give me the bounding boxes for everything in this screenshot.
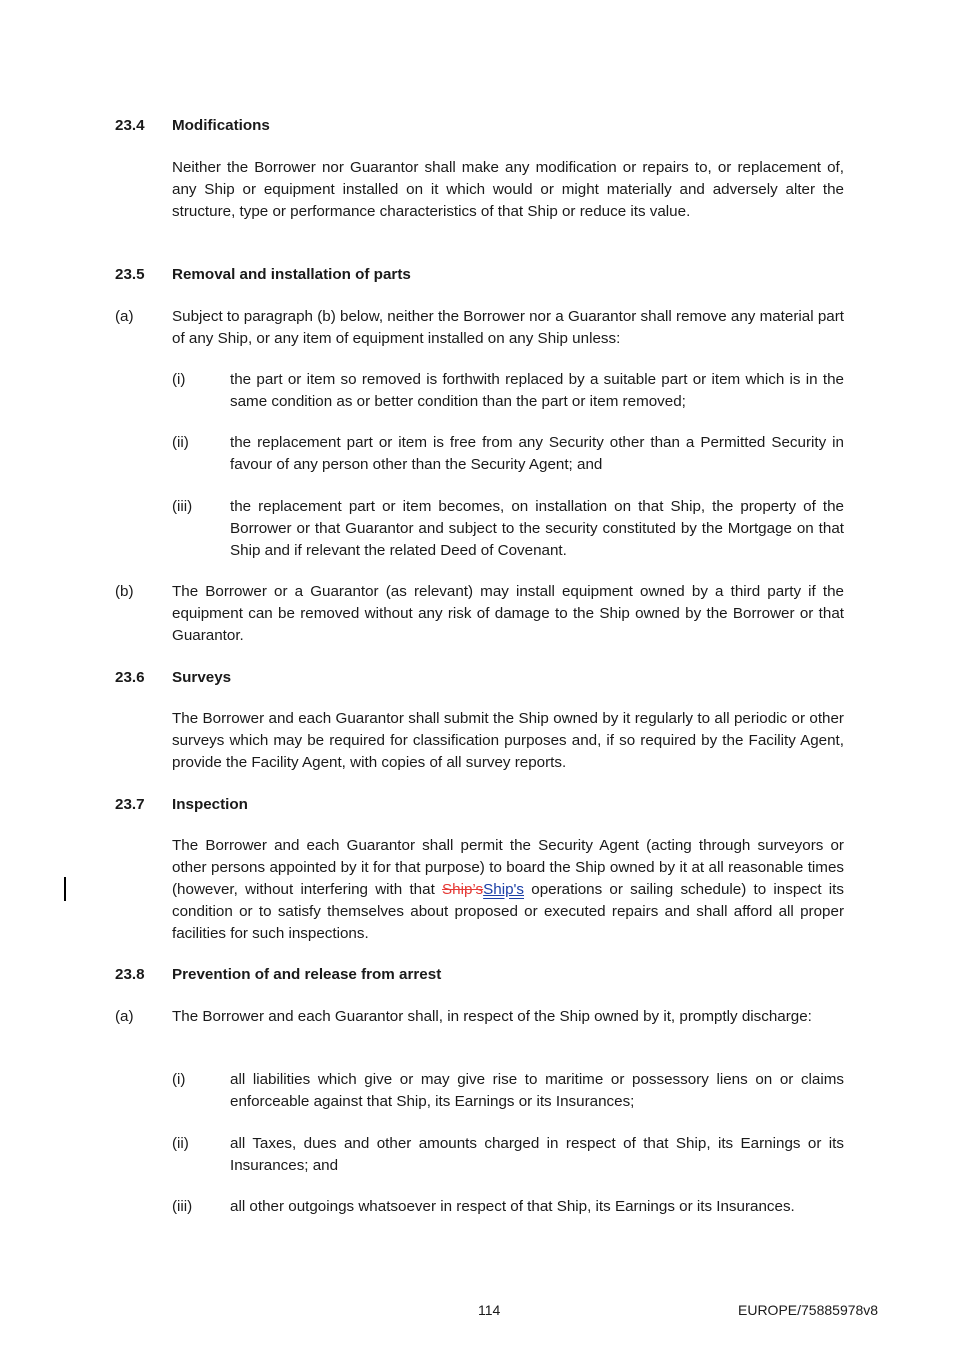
paragraph-text-b: The Borrower or a Guarantor (as relevant) may install equipment owned by a third party if the equipment can be removed without any risk of damage to the Ship owned by the Borrower or that Guarantor. xyxy=(172,583,844,644)
tracked-change-bar xyxy=(64,877,66,901)
item-text: all other outgoings whatsoever in respect of that Ship, its Earnings or its Insurances. xyxy=(230,1198,795,1215)
item-text: the part or item so removed is forthwith replaced by a suitable part or item which is in the same condition as or better condition than the part or item removed; xyxy=(230,371,844,410)
document-reference: EUROPE/75885978v8 xyxy=(738,1302,879,1318)
section-number: 23.8 xyxy=(115,966,145,983)
section-number: 23.4 xyxy=(115,117,145,134)
item-label: (i) xyxy=(172,371,186,388)
section-title: Prevention of and release from arrest xyxy=(172,966,442,983)
item-label: (i) xyxy=(172,1071,186,1088)
paragraph-label-a: (a) xyxy=(115,1008,134,1025)
item-text: all liabilities which give or may give rise to maritime or possessory liens on or claims enforceable against that Ship, its Earnings or its Insurances; xyxy=(230,1071,844,1110)
item-label: (iii) xyxy=(172,1198,193,1215)
paragraph-text-a: Subject to paragraph (b) below, neither the Borrower nor a Guarantor shall remove any material part of any Ship, or any item of equipment installed on any Ship unless: xyxy=(172,308,844,347)
tracked-deletion: Ship’s xyxy=(442,881,484,898)
paragraph-label-b: (b) xyxy=(115,583,134,600)
section-number: 23.5 xyxy=(115,266,145,283)
paragraph-text-a: The Borrower and each Guarantor shall, in respect of the Ship owned by it, promptly discharge: xyxy=(172,1008,812,1025)
paragraph-label-a: (a) xyxy=(115,308,134,325)
section-body-23-6: The Borrower and each Guarantor shall submit the Ship owned by it regularly to all periodic or other surveys which may be required for classification purposes and, if so required by the Facility Agent, provide the Facility Agent, with copies of all survey reports. xyxy=(172,710,844,771)
section-title: Modifications xyxy=(172,117,270,134)
section-body-23-7 xyxy=(172,835,844,945)
body-text-after: operations or sailing schedule) to inspect its condition or to satisfy themselves about proposed or executed repairs and shall afford all proper facilities for such inspections. xyxy=(172,881,844,942)
section-number: 23.7 xyxy=(115,796,145,813)
item-text: all Taxes, dues and other amounts charged in respect of that Ship, its Earnings or its Insurances; and xyxy=(230,1135,844,1174)
item-text: the replacement part or item becomes, on installation on that Ship, the property of the Borrower or that Guarantor and subject to the security constituted by the Mortgage on that Ship and if relevant the related Deed of Covenant. xyxy=(230,498,844,559)
item-label: (ii) xyxy=(172,1135,189,1152)
page-number: 114 xyxy=(478,1302,501,1318)
section-title: Removal and installation of parts xyxy=(172,266,411,283)
item-label: (ii) xyxy=(172,434,189,451)
item-text: the replacement part or item is free from any Security other than a Permitted Security in favour of any person other than the Security Agent; and xyxy=(230,434,844,473)
section-body-23-4: Neither the Borrower nor Guarantor shall make any modification or repairs to, or replacement of, any Ship or equipment installed on it which would or might materially and adversely alter the structure, type or performance characteristics of that Ship or reduce its value. xyxy=(172,159,844,220)
section-number: 23.6 xyxy=(115,669,145,686)
section-title: Surveys xyxy=(172,669,232,686)
body-text-before: The Borrower and each Guarantor shall permit the Security Agent (acting through surveyors or other persons appointed by it for that purpose) to board the Ship owned by it at all reasonable times (however, without interfering with that xyxy=(172,837,844,898)
tracked-insertion: Ship's xyxy=(483,881,525,898)
item-label: (iii) xyxy=(172,498,193,515)
section-title: Inspection xyxy=(172,796,248,813)
